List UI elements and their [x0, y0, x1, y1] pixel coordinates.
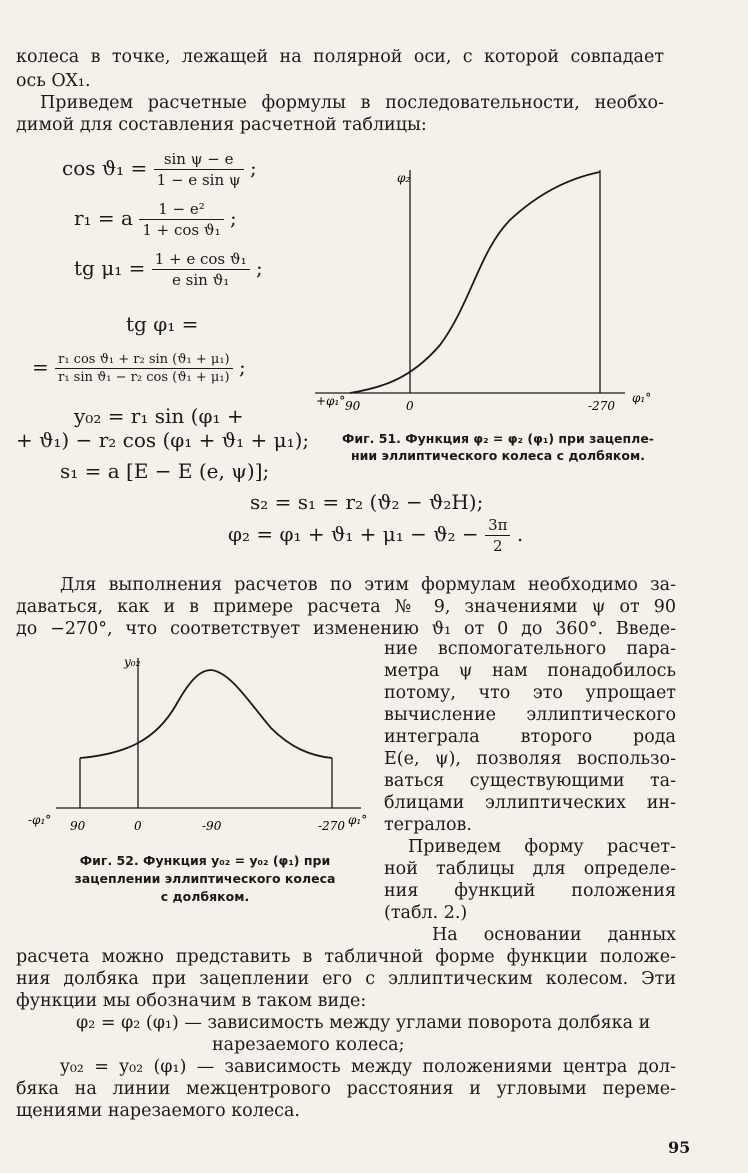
column-line: вычисление эллиптического	[384, 705, 676, 725]
figure-52-caption-line: Фиг. 52. Функция y₀₂ = y₀₂ (φ₁) при	[79, 853, 331, 868]
paragraph-line: ось OX₁.	[16, 71, 91, 91]
body-line: функции мы обозначим в таком виде:	[16, 991, 367, 1011]
formula-s2: s₂ = s₁ = r₂ (ϑ₂ − ϑ₂H);	[250, 490, 484, 514]
tick-label: -90	[202, 819, 222, 833]
page-number: 95	[668, 1138, 691, 1157]
column-line: E(e, ψ), позволяя воспользо-	[384, 749, 676, 769]
figure-52-caption-line: с долбяком.	[160, 889, 250, 904]
definition-line: y₀₂ = y₀₂ (φ₁) — зависимость между положениями центра дол-	[60, 1057, 676, 1077]
y-axis-label: y₀₂	[124, 655, 141, 669]
formula-phi2: φ₂ = φ₁ + ϑ₁ + μ₁ − ϑ₂ − $\frac{3\pi}{2}$ .	[228, 516, 524, 555]
column-line: потому, что это упрощает	[384, 683, 676, 703]
body-line: расчета можно представить в табличной форме функции положе-	[16, 947, 676, 967]
column-line: Приведем форму расчет-	[408, 837, 676, 857]
figure-52-caption-line: зацеплении эллиптического колеса	[74, 871, 336, 886]
figure-52	[26, 650, 376, 840]
x-origin-label: +φ₁°	[316, 394, 346, 408]
figure-51-caption-line: нии эллиптического колеса с долбяком.	[351, 448, 645, 463]
column-line: На основании данных	[432, 925, 676, 945]
formula-tg-phi1: tg φ₁ =	[126, 312, 199, 336]
definition-line: φ₂ = φ₂ (φ₁) — зависимость между углами поворота долбяка и	[76, 1013, 651, 1033]
formula-tg-mu1: tg μ₁ = $\frac{\text{1 + e cos ϑ₁}}{\text{e sin ϑ₁}}$ ;	[74, 250, 263, 289]
body-line: до −270°, что соответствует изменению ϑ₁ от 0 до 360°. Введе-	[16, 619, 676, 639]
definition-line: бяка на линии межцентрового расстояния и угловыми переме-	[16, 1079, 676, 1099]
formula-y02-line2: + ϑ₁) − r₂ cos (φ₁ + ϑ₁ + μ₁);	[16, 428, 310, 452]
formula-cos-theta1: cos ϑ₁ = $\frac{\text{sin ψ − e}}{\text{1 − e sin ψ}}$ ;	[62, 150, 257, 189]
body-line: ния долбяка при зацеплении его с эллиптическим колесом. Эти	[16, 969, 676, 989]
column-line: блицами эллиптических ин-	[384, 793, 676, 813]
x-origin-label: -φ₁°	[28, 813, 52, 827]
formula-r1: r₁ = a $\frac{\text{1 − e²}}{\text{1 + cos ϑ₁}}$ ;	[74, 200, 237, 239]
paragraph-line: колеса в точке, лежащей на полярной оси, с которой совпадает	[16, 47, 664, 67]
tick-label: 0	[134, 819, 142, 833]
function-curve-y02	[80, 670, 332, 758]
figure-51	[310, 160, 680, 422]
column-line: ние вспомогательного пара-	[384, 639, 676, 659]
column-line: интеграла второго рода	[384, 727, 676, 747]
definition-line: щениями нарезаемого колеса.	[16, 1101, 300, 1121]
x-axis-label: φ₁°	[348, 813, 368, 827]
x-axis-label: φ₁°	[632, 391, 652, 405]
column-line: ния функций положения	[384, 881, 676, 901]
definition-line: нарезаемого колеса;	[212, 1035, 405, 1055]
function-curve-phi2	[350, 172, 600, 393]
y-axis-label: φ₂	[397, 171, 411, 185]
column-line: ваться существующими та-	[384, 771, 676, 791]
formula-tg-phi1-fraction: = $\frac{\text{r₁ cos ϑ₁ + r₂ sin (ϑ₁ + μ₁)}}{\text{r₁ sin ϑ₁ − r₂ cos (ϑ₁ + μ₁)}}$ ;	[32, 352, 246, 385]
tick-label: 90	[345, 399, 361, 413]
body-line: даваться, как и в примере расчета № 9, значениями ψ от 90	[16, 597, 676, 617]
tick-label: 0	[406, 399, 414, 413]
column-line: тегралов.	[384, 815, 472, 835]
figure-51-caption-line: Фиг. 51. Функция φ₂ = φ₂ (φ₁) при зацепле-	[341, 431, 654, 446]
paragraph-line: димой для составления расчетной таблицы:	[16, 115, 427, 135]
paragraph-line: Приведем расчетные формулы в последовательности, необхо-	[40, 93, 664, 113]
tick-label: -270	[318, 819, 345, 833]
column-line: ной таблицы для определе-	[384, 859, 676, 879]
body-line: Для выполнения расчетов по этим формулам необходимо за-	[60, 575, 676, 595]
column-line: метра ψ нам понадобилось	[384, 661, 676, 681]
formula-s1: s₁ = a [E − E (e, ψ)];	[60, 459, 270, 483]
tick-label: -270	[588, 399, 615, 413]
column-line: (табл. 2.)	[384, 903, 468, 923]
formula-y02-line1: y₀₂ = r₁ sin (φ₁ +	[74, 404, 244, 428]
tick-label: 90	[70, 819, 86, 833]
